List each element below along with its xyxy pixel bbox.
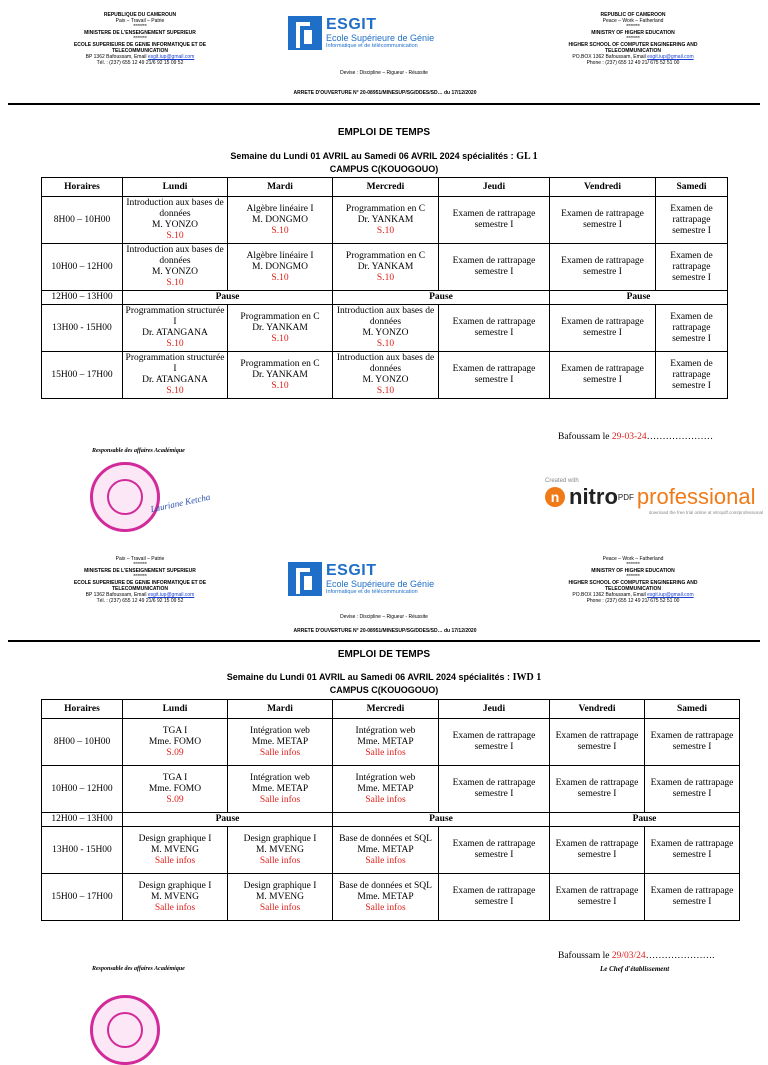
pause-cell: Pause [333,813,550,827]
course-cell [123,197,228,244]
course-cell [123,244,228,291]
teacher: Dr. YANKAM [357,261,414,272]
signature-1: Lauriane Ketcha [149,491,212,515]
course-title: Examen de rattrapage semestre I [670,358,713,391]
logo-name-2: ESGIT [326,562,377,579]
esgit-logo-icon [288,16,322,50]
course-cell [439,874,550,921]
teacher: Dr. YANKAM [252,322,308,333]
time-slot: 15H00 – 17H00 [42,874,123,921]
pause-cell: Pause [333,291,550,305]
course-cell [439,352,550,399]
course-cell [333,766,439,813]
email-link[interactable]: esgit.iup@gmail.com [647,54,694,60]
pause-cell: Pause [123,291,333,305]
room: Salle infos [365,855,406,866]
course-cell [228,719,333,766]
course-cell [228,305,333,352]
course-title: Examen de rattrapage semestre I [670,311,713,344]
logo-name: ESGIT [326,16,377,33]
header-left-line: MINISTERE DE L'ENSEIGNEMENT SUPERIEUR [84,568,196,574]
teacher: Dr. YANKAM [252,369,308,380]
teacher: Mme. FOMO [148,736,202,747]
course-cell [123,305,228,352]
devise-2: Devise : Discipline – Rigueur - Réussite [340,614,428,620]
date-1: 29-03-24 [611,432,647,442]
teacher: M. YONZO [151,267,199,277]
room: S.10 [376,225,395,236]
header-left-line: Paix – Travail – Patrie [115,556,165,562]
course-title: Base de données et SQL [339,833,432,844]
course-title: Intégration web [250,772,310,783]
course-cell [656,305,728,352]
course-title: Design graphique I [138,880,212,891]
course-title: Examen de rattrapage semestre I [452,839,536,860]
course-cell [656,197,728,244]
teacher: Mme. METAP [251,736,309,747]
nitro-logo-icon: n [545,487,565,507]
school-logo-2 [288,562,434,596]
course-title: Programmation en C [240,311,320,322]
devise-1: Devise : Discipline – Rigueur - Réussite [340,70,428,76]
room: S.10 [166,386,184,396]
time-slot: 13H00 - 15H00 [42,305,123,352]
pause-cell: Pause [550,813,740,827]
header-right-line: PO.BOX 1362 Bafoussam, Email esgit.iup@gmail.com [572,54,694,60]
course-cell [550,719,645,766]
course-title: Examen de rattrapage semestre I [452,317,536,338]
table-row [42,244,728,291]
header-left-line: TELECOMMUNICATION [111,48,168,54]
teacher: Dr. YANKAM [357,214,414,225]
timetable-gl1 [41,177,728,399]
responsible-label-1: Responsable des affaires Académique [92,448,185,454]
course-title: Examen de rattrapage semestre I [452,209,536,230]
header-right-line: ******* [626,574,640,580]
column-header: Mercredi [333,178,439,197]
header-right-line: Peace – Work – Fatherland [602,556,664,562]
header-right-line: HIGHER SCHOOL OF COMPUTER ENGINEERING AND [568,42,698,48]
table-row [42,874,740,921]
course-title: Examen de rattrapage semestre I [650,731,734,752]
course-cell [228,827,333,874]
course-cell [656,352,728,399]
teacher: M. DONGMO [252,214,308,225]
course-title: Examen de rattrapage semestre I [555,886,639,907]
header-right-line: MINISTRY OF HIGHER EDUCATION [591,30,675,36]
room: Salle infos [365,794,406,805]
course-title: TGA I [162,725,188,736]
nitro-pdf: PDF [617,492,634,502]
course-title: Introduction aux bases de données [126,198,224,219]
course-cell [333,244,439,291]
column-header: Lundi [123,700,228,719]
time-slot: 8H00 – 10H00 [42,197,123,244]
week-line-2 [0,672,768,683]
course-cell [123,352,228,399]
time-slot: 10H00 – 12H00 [42,766,123,813]
room: S.10 [376,386,395,396]
teacher: M. YONZO [362,328,409,338]
table-row [42,291,728,305]
header-rule-2 [8,640,760,642]
course-title: Examen de rattrapage semestre I [561,209,644,230]
table-row [42,719,740,766]
pause-cell: Pause [550,291,728,305]
header-right-line: PO.BOX 1362 Bafoussam, Email esgit.iup@gmail.com [572,592,694,598]
dateline-2 [558,951,714,961]
room: S.09 [166,747,184,758]
header-left-line: Tél. : (237) 655 12 49 21/6 92 15 09 52 [96,60,184,66]
course-title: Design graphique I [243,880,317,891]
nitro-tagline: download the free trial online at nitropdf.com/professional [648,510,763,515]
time-slot: 15H00 – 17H00 [42,352,123,399]
room: Salle infos [259,747,301,758]
course-title: Intégration web [250,725,310,736]
course-cell [228,244,333,291]
column-header: Samedi [645,700,740,719]
course-title: Examen de rattrapage semestre I [555,839,639,860]
header-left-1 [60,12,220,66]
header-left-line: Tél. : (237) 655 12 49 21/6 92 15 09 52 [96,598,184,604]
room: Salle infos [154,855,196,866]
teacher: M. MVENG [150,891,200,902]
teacher: Mme. METAP [357,844,414,855]
specialty-2: IWD 1 [512,672,542,683]
header-right-line: TELECOMMUNICATION [604,586,661,592]
nitro-watermark [545,478,763,515]
pause-cell: Pause [123,813,333,827]
course-title: Examen de rattrapage semestre I [650,886,734,907]
time-slot: 13H00 - 15H00 [42,827,123,874]
course-cell [333,719,439,766]
course-title: Design graphique I [243,833,317,844]
responsible-label-2: Responsable des affaires Académique [92,966,185,972]
date-2: 29/03/24 [611,951,646,961]
column-header: Lundi [123,178,228,197]
course-title: Examen de rattrapage semestre I [561,364,644,385]
course-title: Examen de rattrapage semestre I [561,256,644,277]
course-title: Examen de rattrapage semestre I [452,364,536,385]
week-text-2: Semaine du Lundi 01 AVRIL au Samedi 06 AVRIL 2024 spécialités : [226,672,511,682]
teacher: Mme. METAP [357,783,414,794]
course-title: Examen de rattrapage semestre I [561,317,644,338]
header-right-line: Peace – Work – Fatherland [602,18,664,24]
table-row [42,827,740,874]
header-left-line: ******* [133,574,147,580]
date-suffix-1: ………………… [646,432,714,442]
doc-title-2: EMPLOI DE TEMPS [337,649,431,660]
nitro-created-with: Created with [545,478,579,484]
column-header: Mercredi [333,700,439,719]
header-right-line: Phone : (237) 655 12 49 21/ 675 52 51 00 [586,598,680,604]
teacher: Mme. METAP [251,783,309,794]
header-right-2 [548,556,718,604]
course-title: Programmation en C [345,250,426,261]
course-title: Examen de rattrapage semestre I [452,256,536,277]
header-right-line: TELECOMMUNICATION [604,48,661,54]
time-slot: 12H00 – 13H00 [42,291,123,305]
timetable-iwd1 [41,699,740,921]
course-cell [656,244,728,291]
date-suffix-2: …………………. [645,951,715,961]
header-right-line: ******* [626,36,640,42]
room: S.10 [376,272,395,283]
room: S.10 [166,278,184,288]
teacher: M. MVENG [150,844,200,855]
course-cell [439,305,550,352]
teacher: M. MVENG [255,891,305,902]
table-row [42,352,728,399]
header-left-line: MINISTERE DE L'ENSEIGNEMENT SUPERIEUR [84,30,196,36]
course-title: Examen de rattrapage semestre I [670,250,713,283]
course-title: Introduction aux bases de données [126,245,224,266]
column-header: Mardi [228,178,333,197]
teacher: Dr. ATANGANA [142,328,208,338]
column-header: Horaires [42,700,123,719]
nitro-brand: nitro [569,484,618,509]
room: Salle infos [259,794,301,805]
teacher: M. MVENG [255,844,305,855]
course-cell [645,874,740,921]
course-cell [333,197,439,244]
column-header: Vendredi [550,178,656,197]
esgit-logo-icon-2 [288,562,322,596]
header-left-line: ECOLE SUPERIEURE DE GENIE INFORMATIQUE ET DE [73,42,207,48]
table-row [42,197,728,244]
room: S.10 [271,333,289,344]
course-cell [123,766,228,813]
campus-1: CAMPUS C(KOUOGOUO) [329,164,439,174]
course-title: Programmation structurée I [125,353,225,374]
course-cell [439,197,550,244]
dateline-1 [558,432,713,442]
course-title: Examen de rattrapage semestre I [555,778,639,799]
header-left-line: Paix – Travail – Patrie [115,18,165,24]
course-cell [228,766,333,813]
chef-label: Le Chef d'établissement [600,965,670,973]
teacher: M. DONGMO [252,261,308,272]
course-cell [228,197,333,244]
room: S.10 [271,225,289,236]
course-cell [123,874,228,921]
table-row [42,813,740,827]
header-left-line: ******* [133,36,147,42]
time-slot: 10H00 – 12H00 [42,244,123,291]
course-title: Examen de rattrapage semestre I [452,778,536,799]
course-title: Intégration web [355,772,416,783]
header-left-line: TELECOMMUNICATION [111,586,168,592]
room: S.09 [166,794,184,805]
header-right-line: MINISTRY OF HIGHER EDUCATION [591,568,675,574]
course-cell [439,827,550,874]
email-link[interactable]: esgit.iup@gmail.com [147,592,195,598]
course-title: Examen de rattrapage semestre I [452,731,536,752]
course-cell [645,766,740,813]
header-left-line: ******* [133,24,147,30]
course-cell [333,827,439,874]
teacher: M. YONZO [362,375,409,385]
course-title: Examen de rattrapage semestre I [452,886,536,907]
course-cell [645,719,740,766]
course-cell [550,827,645,874]
header-left-line: BP 1362 Bafoussam, Email esgit.iup@gmail.com [85,592,195,598]
course-title: Intégration web [355,725,416,736]
column-header: Jeudi [439,700,550,719]
arrete-1: ARRETE D'OUVERTURE N° 20-08951/MINESUP/SG/DDES/SD… du 17/12/2020 [293,90,477,96]
course-title: Programmation structurée I [125,306,225,327]
school-logo-1 [288,16,434,50]
header-right-1 [548,12,718,66]
course-title: Algèbre linéaire I [246,250,314,261]
course-cell [333,352,439,399]
teacher: Mme. METAP [357,736,414,747]
teacher: Mme. METAP [357,891,414,902]
header-right-line: ******* [626,24,640,30]
course-cell [550,244,656,291]
logo-line2-2: Informatique et de télécommunication [326,589,418,595]
teacher: M. YONZO [151,220,199,230]
specialty-1: GL 1 [516,151,538,162]
course-cell [439,719,550,766]
column-header: Vendredi [550,700,645,719]
course-cell [645,827,740,874]
room: S.10 [376,339,395,349]
course-title: Algèbre linéaire I [246,203,314,214]
date-prefix-1: Bafoussam le [558,432,612,442]
course-title: Examen de rattrapage semestre I [670,203,713,236]
table-row [42,305,728,352]
header-rule-1 [8,103,760,105]
time-slot: 8H00 – 10H00 [42,719,123,766]
course-title: TGA I [162,772,188,783]
room: Salle infos [259,855,301,866]
course-title: Examen de rattrapage semestre I [650,778,734,799]
room: Salle infos [154,902,196,913]
header-right-line: Phone : (237) 655 12 49 21/ 675 52 51 00 [586,60,680,66]
column-header: Jeudi [439,178,550,197]
column-header: Horaires [42,178,123,197]
room: Salle infos [259,902,301,913]
header-left-2 [60,556,220,604]
week-line-1 [0,151,768,162]
room: S.10 [166,339,184,349]
course-title: Examen de rattrapage semestre I [555,731,639,752]
official-stamp-2 [90,995,160,1065]
course-cell [333,874,439,921]
course-cell [550,352,656,399]
arrete-2: ARRETE D'OUVERTURE N° 20-08951/MINESUP/SG/DDES/SD… du 17/12/2020 [293,628,477,634]
official-stamp-1 [90,462,160,532]
room: S.10 [271,380,289,391]
header-right-line: REPUBLIC OF CAMEROON [600,12,666,18]
course-title: Programmation en C [240,358,320,369]
header-left-line: REPUBLIQUE DU CAMEROUN [103,12,177,18]
header-left-line: BP 1362 Bafoussam, Email esgit.iup@gmail.com [85,54,195,60]
teacher: Dr. ATANGANA [142,375,208,385]
course-cell [333,305,439,352]
logo-line1: Ecole Supérieure de Génie [326,33,435,43]
course-title: Base de données et SQL [339,880,432,891]
course-cell [550,305,656,352]
header-left-line: ******* [133,562,147,568]
email-link[interactable]: esgit.iup@gmail.com [647,592,694,598]
campus-2: CAMPUS C(KOUOGOUO) [329,685,439,695]
course-title: Design graphique I [138,833,212,844]
course-cell [550,766,645,813]
room: Salle infos [365,902,406,913]
column-header: Samedi [656,178,728,197]
course-cell [123,719,228,766]
course-cell [550,197,656,244]
email-link[interactable]: esgit.iup@gmail.com [147,54,195,60]
time-slot: 12H00 – 13H00 [42,813,123,827]
course-title: Introduction aux bases de données [336,353,435,374]
header-left-line: ECOLE SUPERIEURE DE GENIE INFORMATIQUE ET DE [73,580,207,586]
course-cell [439,766,550,813]
doc-title-1: EMPLOI DE TEMPS [337,127,431,138]
course-cell [228,352,333,399]
course-title: Examen de rattrapage semestre I [650,839,734,860]
course-cell [550,874,645,921]
room: S.10 [271,272,289,283]
course-cell [228,874,333,921]
course-title: Introduction aux bases de données [336,306,435,327]
teacher: Mme. FOMO [148,783,202,794]
header-right-line: ******* [626,562,640,568]
room: S.10 [166,231,184,241]
course-title: Programmation en C [345,203,426,214]
course-cell [123,827,228,874]
column-header: Mardi [228,700,333,719]
room: Salle infos [365,747,406,758]
logo-line1-2: Ecole Supérieure de Génie [326,579,435,589]
week-text-1: Semaine du Lundi 01 AVRIL au Samedi 06 AVRIL 2024 spécialités : [230,151,514,161]
nitro-professional: professional [636,484,756,509]
logo-line2: Informatique et de télécommunication [326,43,418,49]
date-prefix-2: Bafoussam le [558,951,612,961]
table-row [42,766,740,813]
course-cell [439,244,550,291]
header-right-line: HIGHER SCHOOL OF COMPUTER ENGINEERING AND [568,580,698,586]
